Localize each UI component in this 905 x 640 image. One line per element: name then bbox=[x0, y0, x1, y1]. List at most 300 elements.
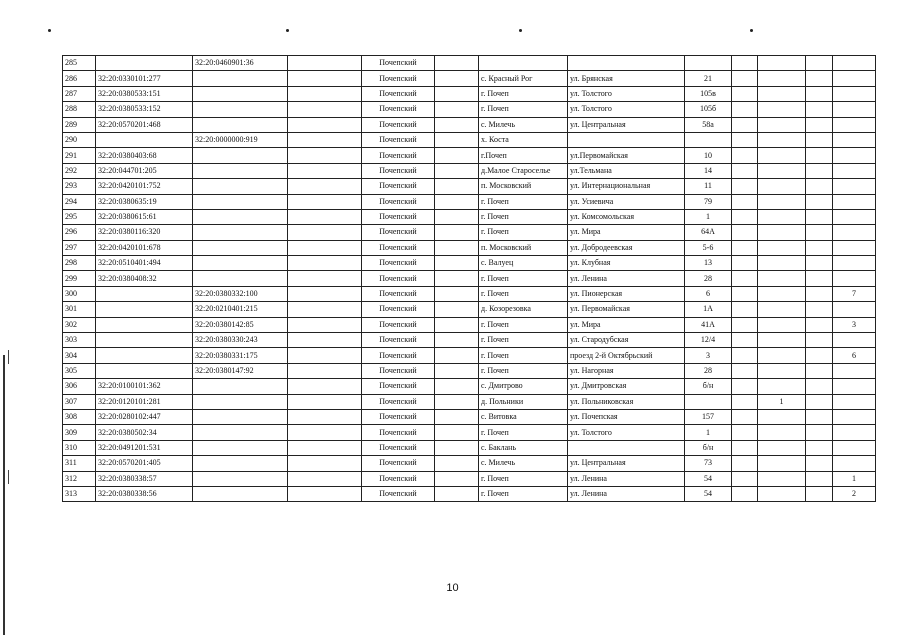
extra-cell bbox=[806, 56, 833, 71]
empty-cell bbox=[288, 302, 362, 317]
extra-cell bbox=[806, 286, 833, 301]
table-row bbox=[63, 425, 876, 440]
empty-cell bbox=[435, 394, 479, 409]
district-cell: Почепский bbox=[362, 56, 435, 71]
extra-cell bbox=[758, 148, 806, 163]
table-body bbox=[63, 56, 876, 502]
extra-cell bbox=[833, 179, 876, 194]
extra-cell bbox=[806, 163, 833, 178]
extra-cell bbox=[833, 440, 876, 455]
empty-cell bbox=[435, 117, 479, 132]
scan-dot bbox=[519, 29, 522, 32]
cadastral-number-cell: 32:20:0120101:281 bbox=[96, 394, 193, 409]
cadastral-number-alt-cell bbox=[193, 456, 288, 471]
extra-cell bbox=[732, 363, 758, 378]
house-number-cell: 12/4 bbox=[685, 333, 732, 348]
extra-cell: 1 bbox=[758, 394, 806, 409]
cadastral-number-alt-cell bbox=[193, 117, 288, 132]
extra-cell bbox=[806, 256, 833, 271]
district-cell: Почепский bbox=[362, 132, 435, 147]
cadastral-number-cell: 32:20:0420101:752 bbox=[96, 179, 193, 194]
extra-cell bbox=[732, 379, 758, 394]
locality-cell: г. Почеп bbox=[479, 486, 568, 501]
extra-cell bbox=[732, 71, 758, 86]
table-row bbox=[63, 256, 876, 271]
locality-cell: с. Баклань bbox=[479, 440, 568, 455]
extra-cell bbox=[732, 194, 758, 209]
table-row bbox=[63, 348, 876, 363]
empty-cell bbox=[288, 333, 362, 348]
extra-cell bbox=[758, 271, 806, 286]
cadastral-number-alt-cell bbox=[193, 86, 288, 101]
cadastral-number-alt-cell bbox=[193, 71, 288, 86]
empty-cell bbox=[288, 256, 362, 271]
street-cell: ул. Ленина bbox=[568, 486, 685, 501]
house-number-cell: б/н bbox=[685, 440, 732, 455]
empty-cell bbox=[288, 86, 362, 101]
street-cell: ул. Толстого bbox=[568, 102, 685, 117]
district-cell: Почепский bbox=[362, 225, 435, 240]
row-number-cell: 299 bbox=[63, 271, 96, 286]
house-number-cell: 13 bbox=[685, 256, 732, 271]
street-cell: ул. Ленина bbox=[568, 271, 685, 286]
table-row bbox=[63, 363, 876, 378]
extra-cell bbox=[833, 394, 876, 409]
locality-cell: г. Почеп bbox=[479, 333, 568, 348]
extra-cell bbox=[806, 456, 833, 471]
cadastral-number-alt-cell bbox=[193, 179, 288, 194]
cadastral-number-alt-cell: 32:20:0210401:215 bbox=[193, 302, 288, 317]
empty-cell bbox=[435, 71, 479, 86]
row-number-cell: 312 bbox=[63, 471, 96, 486]
street-cell: ул. Клубная bbox=[568, 256, 685, 271]
extra-cell bbox=[833, 302, 876, 317]
extra-cell bbox=[806, 379, 833, 394]
extra-cell bbox=[806, 302, 833, 317]
extra-cell bbox=[758, 256, 806, 271]
extra-cell bbox=[732, 456, 758, 471]
cadastral-number-cell: 32:20:0380533:151 bbox=[96, 86, 193, 101]
empty-cell bbox=[435, 240, 479, 255]
district-cell: Почепский bbox=[362, 256, 435, 271]
street-cell: ул. Нагорная bbox=[568, 363, 685, 378]
house-number-cell: 1 bbox=[685, 209, 732, 224]
extra-cell bbox=[732, 163, 758, 178]
cadastral-number-cell bbox=[96, 286, 193, 301]
extra-cell bbox=[732, 256, 758, 271]
locality-cell: с. Витовка bbox=[479, 409, 568, 424]
street-cell: ул. Первомайская bbox=[568, 302, 685, 317]
table-row bbox=[63, 163, 876, 178]
row-number-cell: 302 bbox=[63, 317, 96, 332]
cadastral-number-cell: 32:20:0510401:494 bbox=[96, 256, 193, 271]
district-cell: Почепский bbox=[362, 379, 435, 394]
house-number-cell: 3 bbox=[685, 348, 732, 363]
extra-cell bbox=[758, 179, 806, 194]
extra-cell bbox=[833, 56, 876, 71]
cadastral-number-alt-cell bbox=[193, 409, 288, 424]
extra-cell bbox=[833, 225, 876, 240]
table-row bbox=[63, 409, 876, 424]
house-number-cell: 73 bbox=[685, 456, 732, 471]
street-cell bbox=[568, 440, 685, 455]
locality-cell: с. Дмитрово bbox=[479, 379, 568, 394]
extra-cell bbox=[758, 333, 806, 348]
locality-cell: д. Козорезовка bbox=[479, 302, 568, 317]
district-cell: Почепский bbox=[362, 117, 435, 132]
empty-cell bbox=[435, 456, 479, 471]
empty-cell bbox=[435, 302, 479, 317]
locality-cell: г. Почеп bbox=[479, 425, 568, 440]
street-cell: ул.Тельмана bbox=[568, 163, 685, 178]
cadastral-number-alt-cell bbox=[193, 486, 288, 501]
district-cell: Почепский bbox=[362, 271, 435, 286]
house-number-cell bbox=[685, 132, 732, 147]
table-row bbox=[63, 71, 876, 86]
district-cell: Почепский bbox=[362, 363, 435, 378]
district-cell: Почепский bbox=[362, 348, 435, 363]
extra-cell bbox=[758, 302, 806, 317]
table-row bbox=[63, 179, 876, 194]
extra-cell bbox=[732, 440, 758, 455]
table-row bbox=[63, 209, 876, 224]
extra-cell bbox=[806, 271, 833, 286]
cadastral-number-cell: 32:20:044701:205 bbox=[96, 163, 193, 178]
district-cell: Почепский bbox=[362, 148, 435, 163]
table-row bbox=[63, 56, 876, 71]
district-cell: Почепский bbox=[362, 486, 435, 501]
district-cell: Почепский bbox=[362, 394, 435, 409]
extra-cell bbox=[758, 425, 806, 440]
extra-cell bbox=[833, 333, 876, 348]
table-row bbox=[63, 317, 876, 332]
street-cell: ул. Интернациональная bbox=[568, 179, 685, 194]
row-number-cell: 293 bbox=[63, 179, 96, 194]
cadastral-number-alt-cell bbox=[193, 394, 288, 409]
extra-cell bbox=[758, 440, 806, 455]
cadastral-number-alt-cell bbox=[193, 471, 288, 486]
cadastral-number-alt-cell: 32:20:0380330:243 bbox=[193, 333, 288, 348]
extra-cell bbox=[758, 486, 806, 501]
extra-cell bbox=[758, 363, 806, 378]
row-number-cell: 307 bbox=[63, 394, 96, 409]
extra-cell bbox=[806, 394, 833, 409]
locality-cell: г. Почеп bbox=[479, 317, 568, 332]
table-row bbox=[63, 440, 876, 455]
locality-cell: д.Малое Староселье bbox=[479, 163, 568, 178]
table-row bbox=[63, 148, 876, 163]
extra-cell bbox=[833, 194, 876, 209]
extra-cell bbox=[833, 148, 876, 163]
house-number-cell: 28 bbox=[685, 271, 732, 286]
house-number-cell: 1А bbox=[685, 302, 732, 317]
extra-cell bbox=[732, 102, 758, 117]
extra-cell bbox=[758, 117, 806, 132]
page-number: 10 bbox=[446, 582, 459, 594]
empty-cell bbox=[435, 102, 479, 117]
house-number-cell: 157 bbox=[685, 409, 732, 424]
district-cell: Почепский bbox=[362, 179, 435, 194]
street-cell: ул. Мира bbox=[568, 225, 685, 240]
district-cell: Почепский bbox=[362, 194, 435, 209]
extra-cell bbox=[806, 440, 833, 455]
empty-cell bbox=[435, 56, 479, 71]
row-number-cell: 287 bbox=[63, 86, 96, 101]
row-number-cell: 286 bbox=[63, 71, 96, 86]
district-cell: Почепский bbox=[362, 471, 435, 486]
locality-cell: г. Почеп bbox=[479, 286, 568, 301]
scan-edge-mark bbox=[8, 470, 9, 484]
cadastral-number-alt-cell: 32:20:0460901:36 bbox=[193, 56, 288, 71]
cadastral-number-cell: 32:20:0380338:57 bbox=[96, 471, 193, 486]
empty-cell bbox=[435, 363, 479, 378]
empty-cell bbox=[288, 286, 362, 301]
extra-cell bbox=[732, 486, 758, 501]
cadastral-number-cell: 32:20:0420101:678 bbox=[96, 240, 193, 255]
locality-cell: г. Почеп bbox=[479, 209, 568, 224]
district-cell: Почепский bbox=[362, 71, 435, 86]
empty-cell bbox=[435, 348, 479, 363]
empty-cell bbox=[288, 209, 362, 224]
cadastral-number-alt-cell bbox=[193, 425, 288, 440]
empty-cell bbox=[435, 194, 479, 209]
extra-cell: 3 bbox=[833, 317, 876, 332]
locality-cell: х. Коста bbox=[479, 132, 568, 147]
empty-cell bbox=[435, 225, 479, 240]
extra-cell bbox=[833, 102, 876, 117]
cadastral-number-alt-cell: 32:20:0380147:92 bbox=[193, 363, 288, 378]
extra-cell bbox=[732, 394, 758, 409]
locality-cell: с. Красный Рог bbox=[479, 71, 568, 86]
extra-cell bbox=[732, 348, 758, 363]
table-row bbox=[63, 240, 876, 255]
locality-cell: г. Почеп bbox=[479, 348, 568, 363]
cadastral-number-alt-cell: 32:20:0380331:175 bbox=[193, 348, 288, 363]
empty-cell bbox=[435, 471, 479, 486]
locality-cell: с. Милечь bbox=[479, 117, 568, 132]
extra-cell bbox=[833, 132, 876, 147]
extra-cell bbox=[833, 425, 876, 440]
empty-cell bbox=[288, 194, 362, 209]
locality-cell: г. Почеп bbox=[479, 102, 568, 117]
empty-cell bbox=[288, 117, 362, 132]
street-cell: ул. Толстого bbox=[568, 425, 685, 440]
row-number-cell: 308 bbox=[63, 409, 96, 424]
extra-cell bbox=[806, 102, 833, 117]
row-number-cell: 290 bbox=[63, 132, 96, 147]
street-cell: ул. Пионерская bbox=[568, 286, 685, 301]
extra-cell bbox=[806, 209, 833, 224]
cadastral-number-cell bbox=[96, 348, 193, 363]
empty-cell bbox=[435, 440, 479, 455]
house-number-cell: 54 bbox=[685, 471, 732, 486]
street-cell: ул.Первомайская bbox=[568, 148, 685, 163]
district-cell: Почепский bbox=[362, 425, 435, 440]
empty-cell bbox=[288, 440, 362, 455]
empty-cell bbox=[288, 317, 362, 332]
extra-cell bbox=[758, 56, 806, 71]
empty-cell bbox=[435, 379, 479, 394]
district-cell: Почепский bbox=[362, 456, 435, 471]
extra-cell bbox=[833, 456, 876, 471]
empty-cell bbox=[288, 425, 362, 440]
extra-cell bbox=[833, 256, 876, 271]
locality-cell bbox=[479, 56, 568, 71]
scan-dot bbox=[286, 29, 289, 32]
locality-cell: д. Польники bbox=[479, 394, 568, 409]
locality-cell: г. Почеп bbox=[479, 86, 568, 101]
empty-cell bbox=[288, 471, 362, 486]
cadastral-number-alt-cell bbox=[193, 225, 288, 240]
extra-cell: 1 bbox=[833, 471, 876, 486]
empty-cell bbox=[288, 271, 362, 286]
extra-cell bbox=[758, 71, 806, 86]
house-number-cell: 6 bbox=[685, 286, 732, 301]
extra-cell bbox=[806, 471, 833, 486]
extra-cell bbox=[732, 471, 758, 486]
table-row bbox=[63, 333, 876, 348]
locality-cell: г. Почеп bbox=[479, 471, 568, 486]
street-cell: ул. Толстого bbox=[568, 86, 685, 101]
extra-cell bbox=[806, 86, 833, 101]
extra-cell bbox=[758, 240, 806, 255]
table-row bbox=[63, 102, 876, 117]
empty-cell bbox=[288, 409, 362, 424]
extra-cell bbox=[806, 409, 833, 424]
empty-cell bbox=[288, 163, 362, 178]
scan-dot bbox=[750, 29, 753, 32]
district-cell: Почепский bbox=[362, 163, 435, 178]
extra-cell bbox=[806, 117, 833, 132]
district-cell: Почепский bbox=[362, 102, 435, 117]
extra-cell bbox=[806, 225, 833, 240]
row-number-cell: 292 bbox=[63, 163, 96, 178]
extra-cell bbox=[732, 317, 758, 332]
house-number-cell bbox=[685, 394, 732, 409]
table-row bbox=[63, 471, 876, 486]
empty-cell bbox=[435, 86, 479, 101]
cadastral-number-cell bbox=[96, 363, 193, 378]
district-cell: Почепский bbox=[362, 286, 435, 301]
extra-cell bbox=[758, 102, 806, 117]
empty-cell bbox=[435, 179, 479, 194]
cadastral-number-alt-cell bbox=[193, 102, 288, 117]
extra-cell bbox=[806, 486, 833, 501]
street-cell: ул. Усиевича bbox=[568, 194, 685, 209]
table-row bbox=[63, 486, 876, 501]
cadastral-number-alt-cell: 32:20:0000000:919 bbox=[193, 132, 288, 147]
extra-cell: 7 bbox=[833, 286, 876, 301]
street-cell: ул. Брянская bbox=[568, 71, 685, 86]
extra-cell bbox=[758, 132, 806, 147]
cadastral-number-cell bbox=[96, 333, 193, 348]
table-row bbox=[63, 286, 876, 301]
empty-cell bbox=[435, 317, 479, 332]
district-cell: Почепский bbox=[362, 440, 435, 455]
cadastral-number-alt-cell bbox=[193, 271, 288, 286]
empty-cell bbox=[435, 209, 479, 224]
empty-cell bbox=[288, 225, 362, 240]
empty-cell bbox=[435, 286, 479, 301]
extra-cell bbox=[758, 194, 806, 209]
extra-cell bbox=[806, 240, 833, 255]
extra-cell bbox=[833, 379, 876, 394]
table-row bbox=[63, 132, 876, 147]
row-number-cell: 297 bbox=[63, 240, 96, 255]
house-number-cell bbox=[685, 56, 732, 71]
house-number-cell: 54 bbox=[685, 486, 732, 501]
house-number-cell: 41А bbox=[685, 317, 732, 332]
row-number-cell: 311 bbox=[63, 456, 96, 471]
row-number-cell: 289 bbox=[63, 117, 96, 132]
extra-cell bbox=[732, 425, 758, 440]
table-row bbox=[63, 394, 876, 409]
district-cell: Почепский bbox=[362, 209, 435, 224]
cadastral-number-cell: 32:20:0100101:362 bbox=[96, 379, 193, 394]
cadastral-number-alt-cell bbox=[193, 148, 288, 163]
extra-cell: 6 bbox=[833, 348, 876, 363]
empty-cell bbox=[288, 240, 362, 255]
cadastral-number-alt-cell bbox=[193, 440, 288, 455]
table-row bbox=[63, 86, 876, 101]
cadastral-number-cell: 32:20:0380615:61 bbox=[96, 209, 193, 224]
empty-cell bbox=[288, 71, 362, 86]
locality-cell: п. Московский bbox=[479, 240, 568, 255]
extra-cell bbox=[732, 333, 758, 348]
empty-cell bbox=[435, 132, 479, 147]
row-number-cell: 309 bbox=[63, 425, 96, 440]
extra-cell bbox=[732, 225, 758, 240]
empty-cell bbox=[435, 256, 479, 271]
street-cell: ул. Почепская bbox=[568, 409, 685, 424]
extra-cell bbox=[833, 163, 876, 178]
house-number-cell: 105в bbox=[685, 86, 732, 101]
extra-cell bbox=[732, 117, 758, 132]
cadastral-number-alt-cell: 32:20:0380142:85 bbox=[193, 317, 288, 332]
row-number-cell: 301 bbox=[63, 302, 96, 317]
house-number-cell: 79 bbox=[685, 194, 732, 209]
extra-cell: 2 bbox=[833, 486, 876, 501]
extra-cell bbox=[732, 148, 758, 163]
cadastral-number-alt-cell: 32:20:0380332:100 bbox=[193, 286, 288, 301]
cadastral-number-cell: 32:20:0380635:19 bbox=[96, 194, 193, 209]
extra-cell bbox=[806, 71, 833, 86]
empty-cell bbox=[288, 148, 362, 163]
house-number-cell: 28 bbox=[685, 363, 732, 378]
empty-cell bbox=[435, 333, 479, 348]
cadastral-number-cell bbox=[96, 56, 193, 71]
extra-cell bbox=[732, 409, 758, 424]
extra-cell bbox=[758, 163, 806, 178]
house-number-cell: 14 bbox=[685, 163, 732, 178]
table-row bbox=[63, 456, 876, 471]
cadastral-number-cell bbox=[96, 302, 193, 317]
extra-cell bbox=[833, 409, 876, 424]
locality-cell: п. Московский bbox=[479, 179, 568, 194]
cadastral-number-cell: 32:20:0380408:32 bbox=[96, 271, 193, 286]
scan-dot bbox=[48, 29, 51, 32]
district-cell: Почепский bbox=[362, 240, 435, 255]
extra-cell bbox=[732, 240, 758, 255]
district-cell: Почепский bbox=[362, 333, 435, 348]
empty-cell bbox=[435, 409, 479, 424]
house-number-cell: 21 bbox=[685, 71, 732, 86]
house-number-cell: 105б bbox=[685, 102, 732, 117]
extra-cell bbox=[833, 71, 876, 86]
street-cell bbox=[568, 132, 685, 147]
empty-cell bbox=[288, 179, 362, 194]
extra-cell bbox=[732, 132, 758, 147]
